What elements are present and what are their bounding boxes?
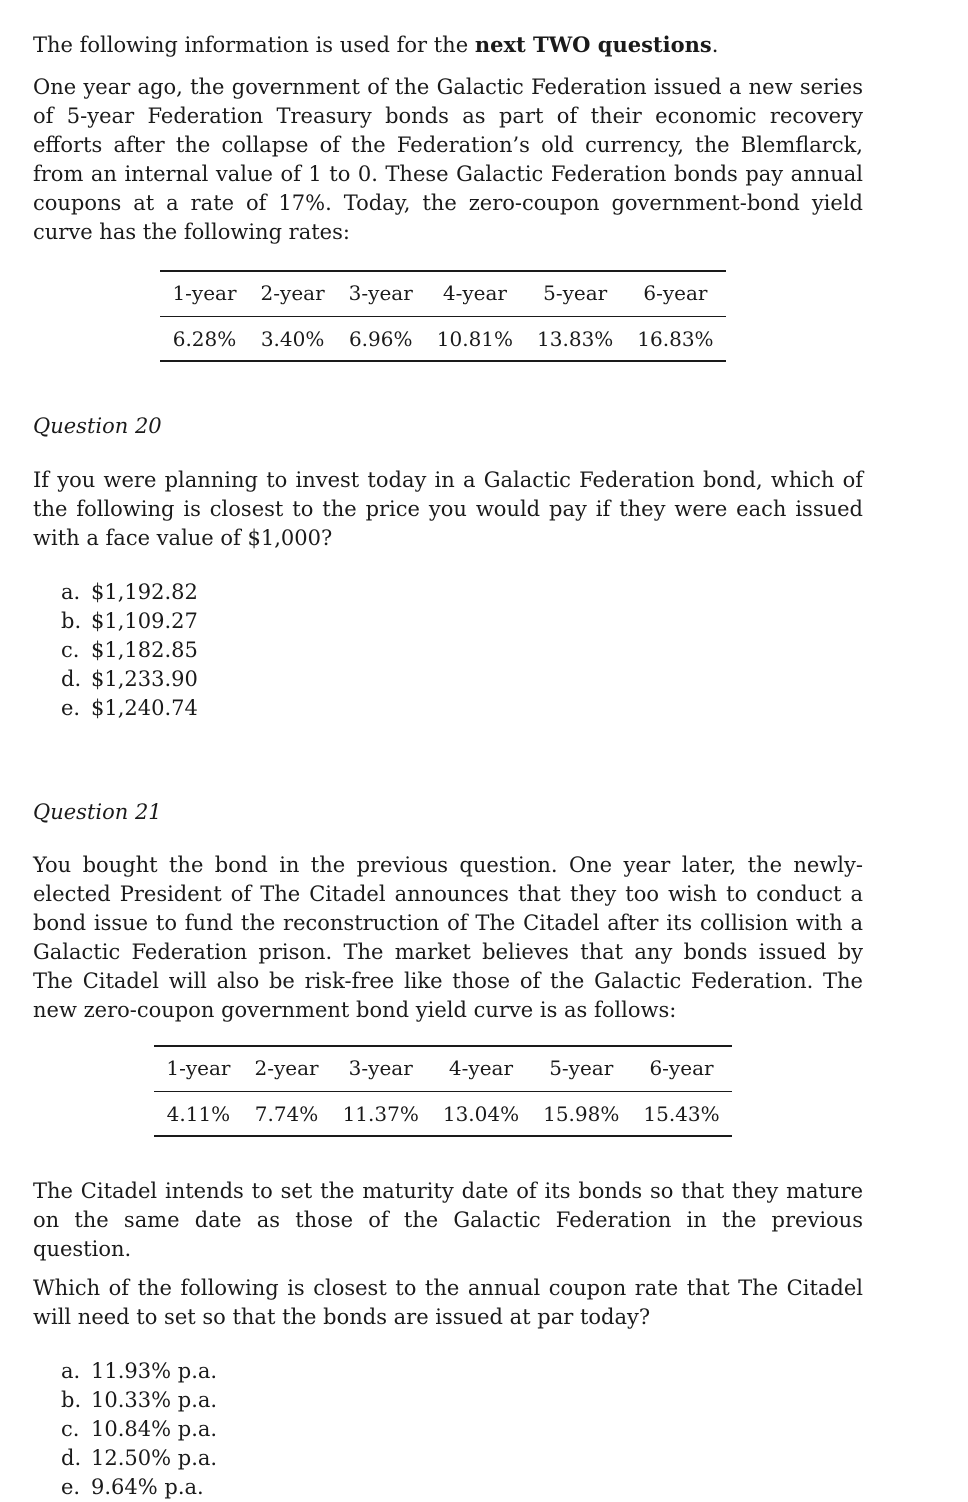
option-text: 11.93% p.a.: [91, 1359, 218, 1383]
option-text: 10.84% p.a.: [91, 1417, 218, 1441]
intro-suffix: .: [711, 33, 719, 57]
option-b[interactable]: [61, 1386, 863, 1415]
option-label: b.: [61, 1388, 82, 1412]
option-text: 9.64% p.a.: [91, 1475, 204, 1499]
table-value-cell: 11.37%: [331, 1092, 431, 1137]
option-label: e.: [61, 1475, 81, 1499]
table-value-cell: 6.96%: [337, 317, 425, 362]
table-value-cell: 13.83%: [525, 317, 625, 362]
table-header-cell: 4-year: [431, 1046, 531, 1092]
option-label: d.: [61, 667, 82, 691]
option-e[interactable]: [61, 694, 863, 723]
option-a[interactable]: [61, 578, 863, 607]
table-value-cell: 6.28%: [160, 317, 248, 362]
table-header-cell: 5-year: [531, 1046, 631, 1092]
table-header-cell: 2-year: [249, 271, 337, 317]
option-b[interactable]: [61, 607, 863, 636]
yield-table-1: [160, 270, 725, 362]
question-20-text: If you were planning to invest today in a Galactic Federation bond, which of the following is closest to the price you would pay if they were each issued with a face value of $1,000?: [33, 468, 863, 550]
setup-paragraph: One year ago, the government of the Galactic Federation issued a new series of 5-year Federation Treasury bonds as part of their economic recovery efforts after the collapse of the Federation’s old currency, the Blemflarck, from an internal value of 1 to 0. These Galactic Federation bonds pay annual coupons at a rate of 17%. Today, the zero-coupon government-bond yield curve has the following rates:: [33, 75, 863, 244]
question-21-options: [33, 1357, 863, 1502]
option-label: d.: [61, 1446, 82, 1470]
option-c[interactable]: [61, 636, 863, 665]
option-label: e.: [61, 696, 81, 720]
option-text: $1,109.27: [91, 609, 198, 633]
table-value-cell: 15.98%: [531, 1092, 631, 1137]
yield-table-2-header-row: [154, 1046, 731, 1092]
option-d[interactable]: [61, 665, 863, 694]
option-label: b.: [61, 609, 82, 633]
option-e[interactable]: [61, 1473, 863, 1502]
intro-line: [33, 30, 863, 60]
table-value-cell: 3.40%: [249, 317, 337, 362]
question-21-text-2: The Citadel intends to set the maturity date of its bonds so that they mature on the same date as those of the Galactic Federation in the previous question.: [33, 1179, 863, 1261]
question-21-title: Question 21: [33, 800, 162, 824]
document-page: [33, 30, 863, 1502]
table-value-cell: 13.04%: [431, 1092, 531, 1137]
table-value-cell: 10.81%: [425, 317, 525, 362]
table-header-cell: 3-year: [331, 1046, 431, 1092]
table-header-cell: 1-year: [160, 271, 248, 317]
table-value-cell: 16.83%: [625, 317, 725, 362]
question-21-text-3: Which of the following is closest to the annual coupon rate that The Citadel will need to set so that the bonds are issued at par today?: [33, 1276, 863, 1329]
table-header-cell: 4-year: [425, 271, 525, 317]
option-c[interactable]: [61, 1415, 863, 1444]
table-value-cell: 4.11%: [154, 1092, 242, 1137]
table-value-cell: 7.74%: [242, 1092, 330, 1137]
question-20-options: [33, 578, 863, 723]
yield-table-2-value-row: [154, 1092, 731, 1137]
table-header-cell: 3-year: [337, 271, 425, 317]
question-20-title: Question 20: [33, 414, 162, 438]
intro-prefix: The following information is used for the: [33, 33, 475, 57]
option-label: c.: [61, 1417, 80, 1441]
yield-table-1-header-row: [160, 271, 725, 317]
option-label: c.: [61, 638, 80, 662]
table-header-cell: 1-year: [154, 1046, 242, 1092]
table-header-cell: 5-year: [525, 271, 625, 317]
option-text: $1,192.82: [91, 580, 198, 604]
option-text: 10.33% p.a.: [91, 1388, 218, 1412]
option-text: $1,182.85: [91, 638, 198, 662]
option-label: a.: [61, 1359, 81, 1383]
table-header-cell: 6-year: [631, 1046, 731, 1092]
intro-bold: next TWO questions: [474, 32, 712, 57]
table-header-cell: 6-year: [625, 271, 725, 317]
yield-table-1-value-row: [160, 317, 725, 362]
option-label: a.: [61, 580, 81, 604]
table-header-cell: 2-year: [242, 1046, 330, 1092]
option-text: $1,233.90: [91, 667, 198, 691]
option-d[interactable]: [61, 1444, 863, 1473]
option-text: $1,240.74: [91, 696, 198, 720]
yield-table-2: [154, 1045, 731, 1137]
table-value-cell: 15.43%: [631, 1092, 731, 1137]
option-text: 12.50% p.a.: [91, 1446, 218, 1470]
option-a[interactable]: [61, 1357, 863, 1386]
question-21-text: You bought the bond in the previous question. One year later, the newly-elected President of The Citadel announces that they too wish to conduct a bond issue to fund the reconstruction of The Citadel after its collision with a Galactic Federation prison. The market believes that any bonds issued by The Citadel will also be risk-free like those of the Galactic Federation. The new zero-coupon government bond yield curve is as follows:: [33, 853, 863, 1022]
